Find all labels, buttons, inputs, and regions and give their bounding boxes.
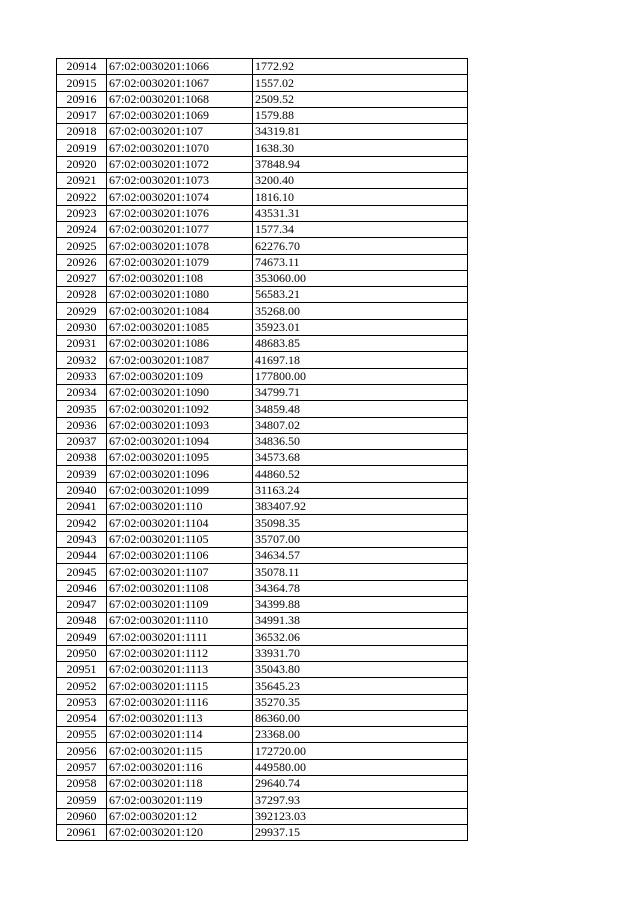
value-cell: 33931.70	[253, 645, 468, 661]
value-cell: 74673.11	[253, 254, 468, 270]
cadastral-number-cell: 67:02:0030201:1105	[107, 531, 253, 547]
value-cell: 34859.48	[253, 401, 468, 417]
row-number-cell: 20950	[57, 645, 107, 661]
cadastral-number-cell: 67:02:0030201:1068	[107, 91, 253, 107]
table-row	[57, 547, 468, 563]
value-cell: 35098.35	[253, 515, 468, 531]
table-row	[57, 629, 468, 645]
value-cell: 34364.78	[253, 580, 468, 596]
table-row	[57, 466, 468, 482]
cadastral-number-cell: 67:02:0030201:1073	[107, 173, 253, 189]
table-row	[57, 450, 468, 466]
value-cell: 35707.00	[253, 531, 468, 547]
value-cell: 383407.92	[253, 499, 468, 515]
row-number-cell: 20941	[57, 499, 107, 515]
value-cell: 449580.00	[253, 759, 468, 775]
table-row	[57, 384, 468, 400]
cadastral-number-cell: 67:02:0030201:110	[107, 499, 253, 515]
value-cell: 37848.94	[253, 156, 468, 172]
value-cell: 86360.00	[253, 710, 468, 726]
value-cell: 34799.71	[253, 384, 468, 400]
table-row	[57, 91, 468, 107]
table-row	[57, 173, 468, 189]
row-number-cell: 20923	[57, 205, 107, 221]
table-row	[57, 270, 468, 286]
cadastral-number-cell: 67:02:0030201:12	[107, 808, 253, 824]
value-cell: 35043.80	[253, 661, 468, 677]
value-cell: 29640.74	[253, 776, 468, 792]
cadastral-number-cell: 67:02:0030201:1087	[107, 352, 253, 368]
cadastral-number-cell: 67:02:0030201:1085	[107, 319, 253, 335]
value-cell: 1816.10	[253, 189, 468, 205]
value-cell: 35078.11	[253, 564, 468, 580]
table-body	[57, 59, 468, 841]
cadastral-number-cell: 67:02:0030201:109	[107, 368, 253, 384]
cadastral-number-cell: 67:02:0030201:1092	[107, 401, 253, 417]
table-row	[57, 694, 468, 710]
table-row	[57, 499, 468, 515]
cadastral-number-cell: 67:02:0030201:1067	[107, 75, 253, 91]
row-number-cell: 20935	[57, 401, 107, 417]
cadastral-number-cell: 67:02:0030201:1113	[107, 661, 253, 677]
value-cell: 1557.02	[253, 75, 468, 91]
value-cell: 35268.00	[253, 303, 468, 319]
table-row	[57, 156, 468, 172]
row-number-cell: 20943	[57, 531, 107, 547]
cadastral-number-cell: 67:02:0030201:1096	[107, 466, 253, 482]
row-number-cell: 20914	[57, 59, 107, 75]
value-cell: 1579.88	[253, 107, 468, 123]
table-row	[57, 759, 468, 775]
value-cell: 34634.57	[253, 547, 468, 563]
value-cell: 29937.15	[253, 824, 468, 840]
cadastral-number-cell: 67:02:0030201:1107	[107, 564, 253, 580]
cadastral-number-cell: 67:02:0030201:1116	[107, 694, 253, 710]
cadastral-number-cell: 67:02:0030201:1086	[107, 336, 253, 352]
table-row	[57, 531, 468, 547]
row-number-cell: 20917	[57, 107, 107, 123]
row-number-cell: 20928	[57, 287, 107, 303]
row-number-cell: 20944	[57, 547, 107, 563]
table-row	[57, 75, 468, 91]
table-row	[57, 596, 468, 612]
table-row	[57, 580, 468, 596]
cadastral-number-cell: 67:02:0030201:1090	[107, 384, 253, 400]
value-cell: 35270.35	[253, 694, 468, 710]
table-row	[57, 368, 468, 384]
row-number-cell: 20960	[57, 808, 107, 824]
row-number-cell: 20932	[57, 352, 107, 368]
cadastral-number-cell: 67:02:0030201:1066	[107, 59, 253, 75]
table-row	[57, 254, 468, 270]
row-number-cell: 20936	[57, 417, 107, 433]
table-row	[57, 710, 468, 726]
table-row	[57, 319, 468, 335]
row-number-cell: 20927	[57, 270, 107, 286]
cadastral-number-cell: 67:02:0030201:1076	[107, 205, 253, 221]
table-row	[57, 303, 468, 319]
row-number-cell: 20947	[57, 596, 107, 612]
row-number-cell: 20933	[57, 368, 107, 384]
row-number-cell: 20930	[57, 319, 107, 335]
row-number-cell: 20934	[57, 384, 107, 400]
cadastral-number-cell: 67:02:0030201:1094	[107, 433, 253, 449]
row-number-cell: 20961	[57, 824, 107, 840]
table-row	[57, 352, 468, 368]
value-cell: 3200.40	[253, 173, 468, 189]
cadastral-number-cell: 67:02:0030201:116	[107, 759, 253, 775]
row-number-cell: 20954	[57, 710, 107, 726]
row-number-cell: 20937	[57, 433, 107, 449]
row-number-cell: 20915	[57, 75, 107, 91]
table-row	[57, 824, 468, 840]
value-cell: 34991.38	[253, 613, 468, 629]
table-row	[57, 205, 468, 221]
value-cell: 1577.34	[253, 221, 468, 237]
cadastral-number-cell: 67:02:0030201:1093	[107, 417, 253, 433]
table-row	[57, 433, 468, 449]
row-number-cell: 20952	[57, 678, 107, 694]
value-cell: 44860.52	[253, 466, 468, 482]
cadastral-number-cell: 67:02:0030201:119	[107, 792, 253, 808]
cadastral-number-cell: 67:02:0030201:1079	[107, 254, 253, 270]
value-cell: 1772.92	[253, 59, 468, 75]
cadastral-number-cell: 67:02:0030201:1104	[107, 515, 253, 531]
row-number-cell: 20940	[57, 482, 107, 498]
cadastral-number-cell: 67:02:0030201:1074	[107, 189, 253, 205]
value-cell: 41697.18	[253, 352, 468, 368]
row-number-cell: 20939	[57, 466, 107, 482]
cadastral-number-cell: 67:02:0030201:107	[107, 124, 253, 140]
cadastral-number-cell: 67:02:0030201:1077	[107, 221, 253, 237]
row-number-cell: 20956	[57, 743, 107, 759]
row-number-cell: 20919	[57, 140, 107, 156]
cadastral-number-cell: 67:02:0030201:1110	[107, 613, 253, 629]
row-number-cell: 20931	[57, 336, 107, 352]
table-row	[57, 401, 468, 417]
value-cell: 177800.00	[253, 368, 468, 384]
table-row	[57, 776, 468, 792]
row-number-cell: 20958	[57, 776, 107, 792]
table-row	[57, 645, 468, 661]
row-number-cell: 20946	[57, 580, 107, 596]
row-number-cell: 20929	[57, 303, 107, 319]
row-number-cell: 20920	[57, 156, 107, 172]
table-row	[57, 661, 468, 677]
value-cell: 36532.06	[253, 629, 468, 645]
table-row	[57, 336, 468, 352]
data-table	[56, 58, 468, 841]
table-row	[57, 515, 468, 531]
value-cell: 62276.70	[253, 238, 468, 254]
row-number-cell: 20951	[57, 661, 107, 677]
value-cell: 23368.00	[253, 727, 468, 743]
cadastral-number-cell: 67:02:0030201:1069	[107, 107, 253, 123]
cadastral-number-cell: 67:02:0030201:1095	[107, 450, 253, 466]
table-row	[57, 613, 468, 629]
row-number-cell: 20955	[57, 727, 107, 743]
cadastral-number-cell: 67:02:0030201:1106	[107, 547, 253, 563]
table-row	[57, 107, 468, 123]
row-number-cell: 20926	[57, 254, 107, 270]
value-cell: 1638.30	[253, 140, 468, 156]
cadastral-number-cell: 67:02:0030201:1070	[107, 140, 253, 156]
cadastral-number-cell: 67:02:0030201:118	[107, 776, 253, 792]
row-number-cell: 20924	[57, 221, 107, 237]
cadastral-number-cell: 67:02:0030201:115	[107, 743, 253, 759]
table-row	[57, 238, 468, 254]
value-cell: 34836.50	[253, 433, 468, 449]
cadastral-number-cell: 67:02:0030201:1111	[107, 629, 253, 645]
table-row	[57, 808, 468, 824]
table-row	[57, 59, 468, 75]
value-cell: 43531.31	[253, 205, 468, 221]
cadastral-number-cell: 67:02:0030201:1108	[107, 580, 253, 596]
value-cell: 353060.00	[253, 270, 468, 286]
cadastral-number-cell: 67:02:0030201:1115	[107, 678, 253, 694]
value-cell: 2509.52	[253, 91, 468, 107]
row-number-cell: 20938	[57, 450, 107, 466]
cadastral-number-cell: 67:02:0030201:1109	[107, 596, 253, 612]
value-cell: 35923.01	[253, 319, 468, 335]
row-number-cell: 20942	[57, 515, 107, 531]
value-cell: 56583.21	[253, 287, 468, 303]
value-cell: 34573.68	[253, 450, 468, 466]
value-cell: 34807.02	[253, 417, 468, 433]
value-cell: 35645.23	[253, 678, 468, 694]
table-row	[57, 564, 468, 580]
row-number-cell: 20945	[57, 564, 107, 580]
value-cell: 37297.93	[253, 792, 468, 808]
table-row	[57, 417, 468, 433]
cadastral-number-cell: 67:02:0030201:120	[107, 824, 253, 840]
value-cell: 34319.81	[253, 124, 468, 140]
cadastral-number-cell: 67:02:0030201:114	[107, 727, 253, 743]
row-number-cell: 20948	[57, 613, 107, 629]
value-cell: 48683.85	[253, 336, 468, 352]
cadastral-number-cell: 67:02:0030201:1099	[107, 482, 253, 498]
table-row	[57, 743, 468, 759]
table-row	[57, 140, 468, 156]
cadastral-number-cell: 67:02:0030201:1072	[107, 156, 253, 172]
cadastral-number-cell: 67:02:0030201:108	[107, 270, 253, 286]
cadastral-number-cell: 67:02:0030201:1080	[107, 287, 253, 303]
row-number-cell: 20953	[57, 694, 107, 710]
table-row	[57, 727, 468, 743]
row-number-cell: 20918	[57, 124, 107, 140]
value-cell: 31163.24	[253, 482, 468, 498]
table-row	[57, 482, 468, 498]
row-number-cell: 20925	[57, 238, 107, 254]
table-row	[57, 792, 468, 808]
cadastral-number-cell: 67:02:0030201:113	[107, 710, 253, 726]
cadastral-number-cell: 67:02:0030201:1112	[107, 645, 253, 661]
table-row	[57, 678, 468, 694]
row-number-cell: 20922	[57, 189, 107, 205]
cadastral-number-cell: 67:02:0030201:1078	[107, 238, 253, 254]
table-row	[57, 189, 468, 205]
value-cell: 172720.00	[253, 743, 468, 759]
row-number-cell: 20959	[57, 792, 107, 808]
table-row	[57, 124, 468, 140]
row-number-cell: 20921	[57, 173, 107, 189]
row-number-cell: 20949	[57, 629, 107, 645]
table-row	[57, 221, 468, 237]
row-number-cell: 20916	[57, 91, 107, 107]
row-number-cell: 20957	[57, 759, 107, 775]
value-cell: 392123.03	[253, 808, 468, 824]
table-row	[57, 287, 468, 303]
cadastral-number-cell: 67:02:0030201:1084	[107, 303, 253, 319]
value-cell: 34399.88	[253, 596, 468, 612]
